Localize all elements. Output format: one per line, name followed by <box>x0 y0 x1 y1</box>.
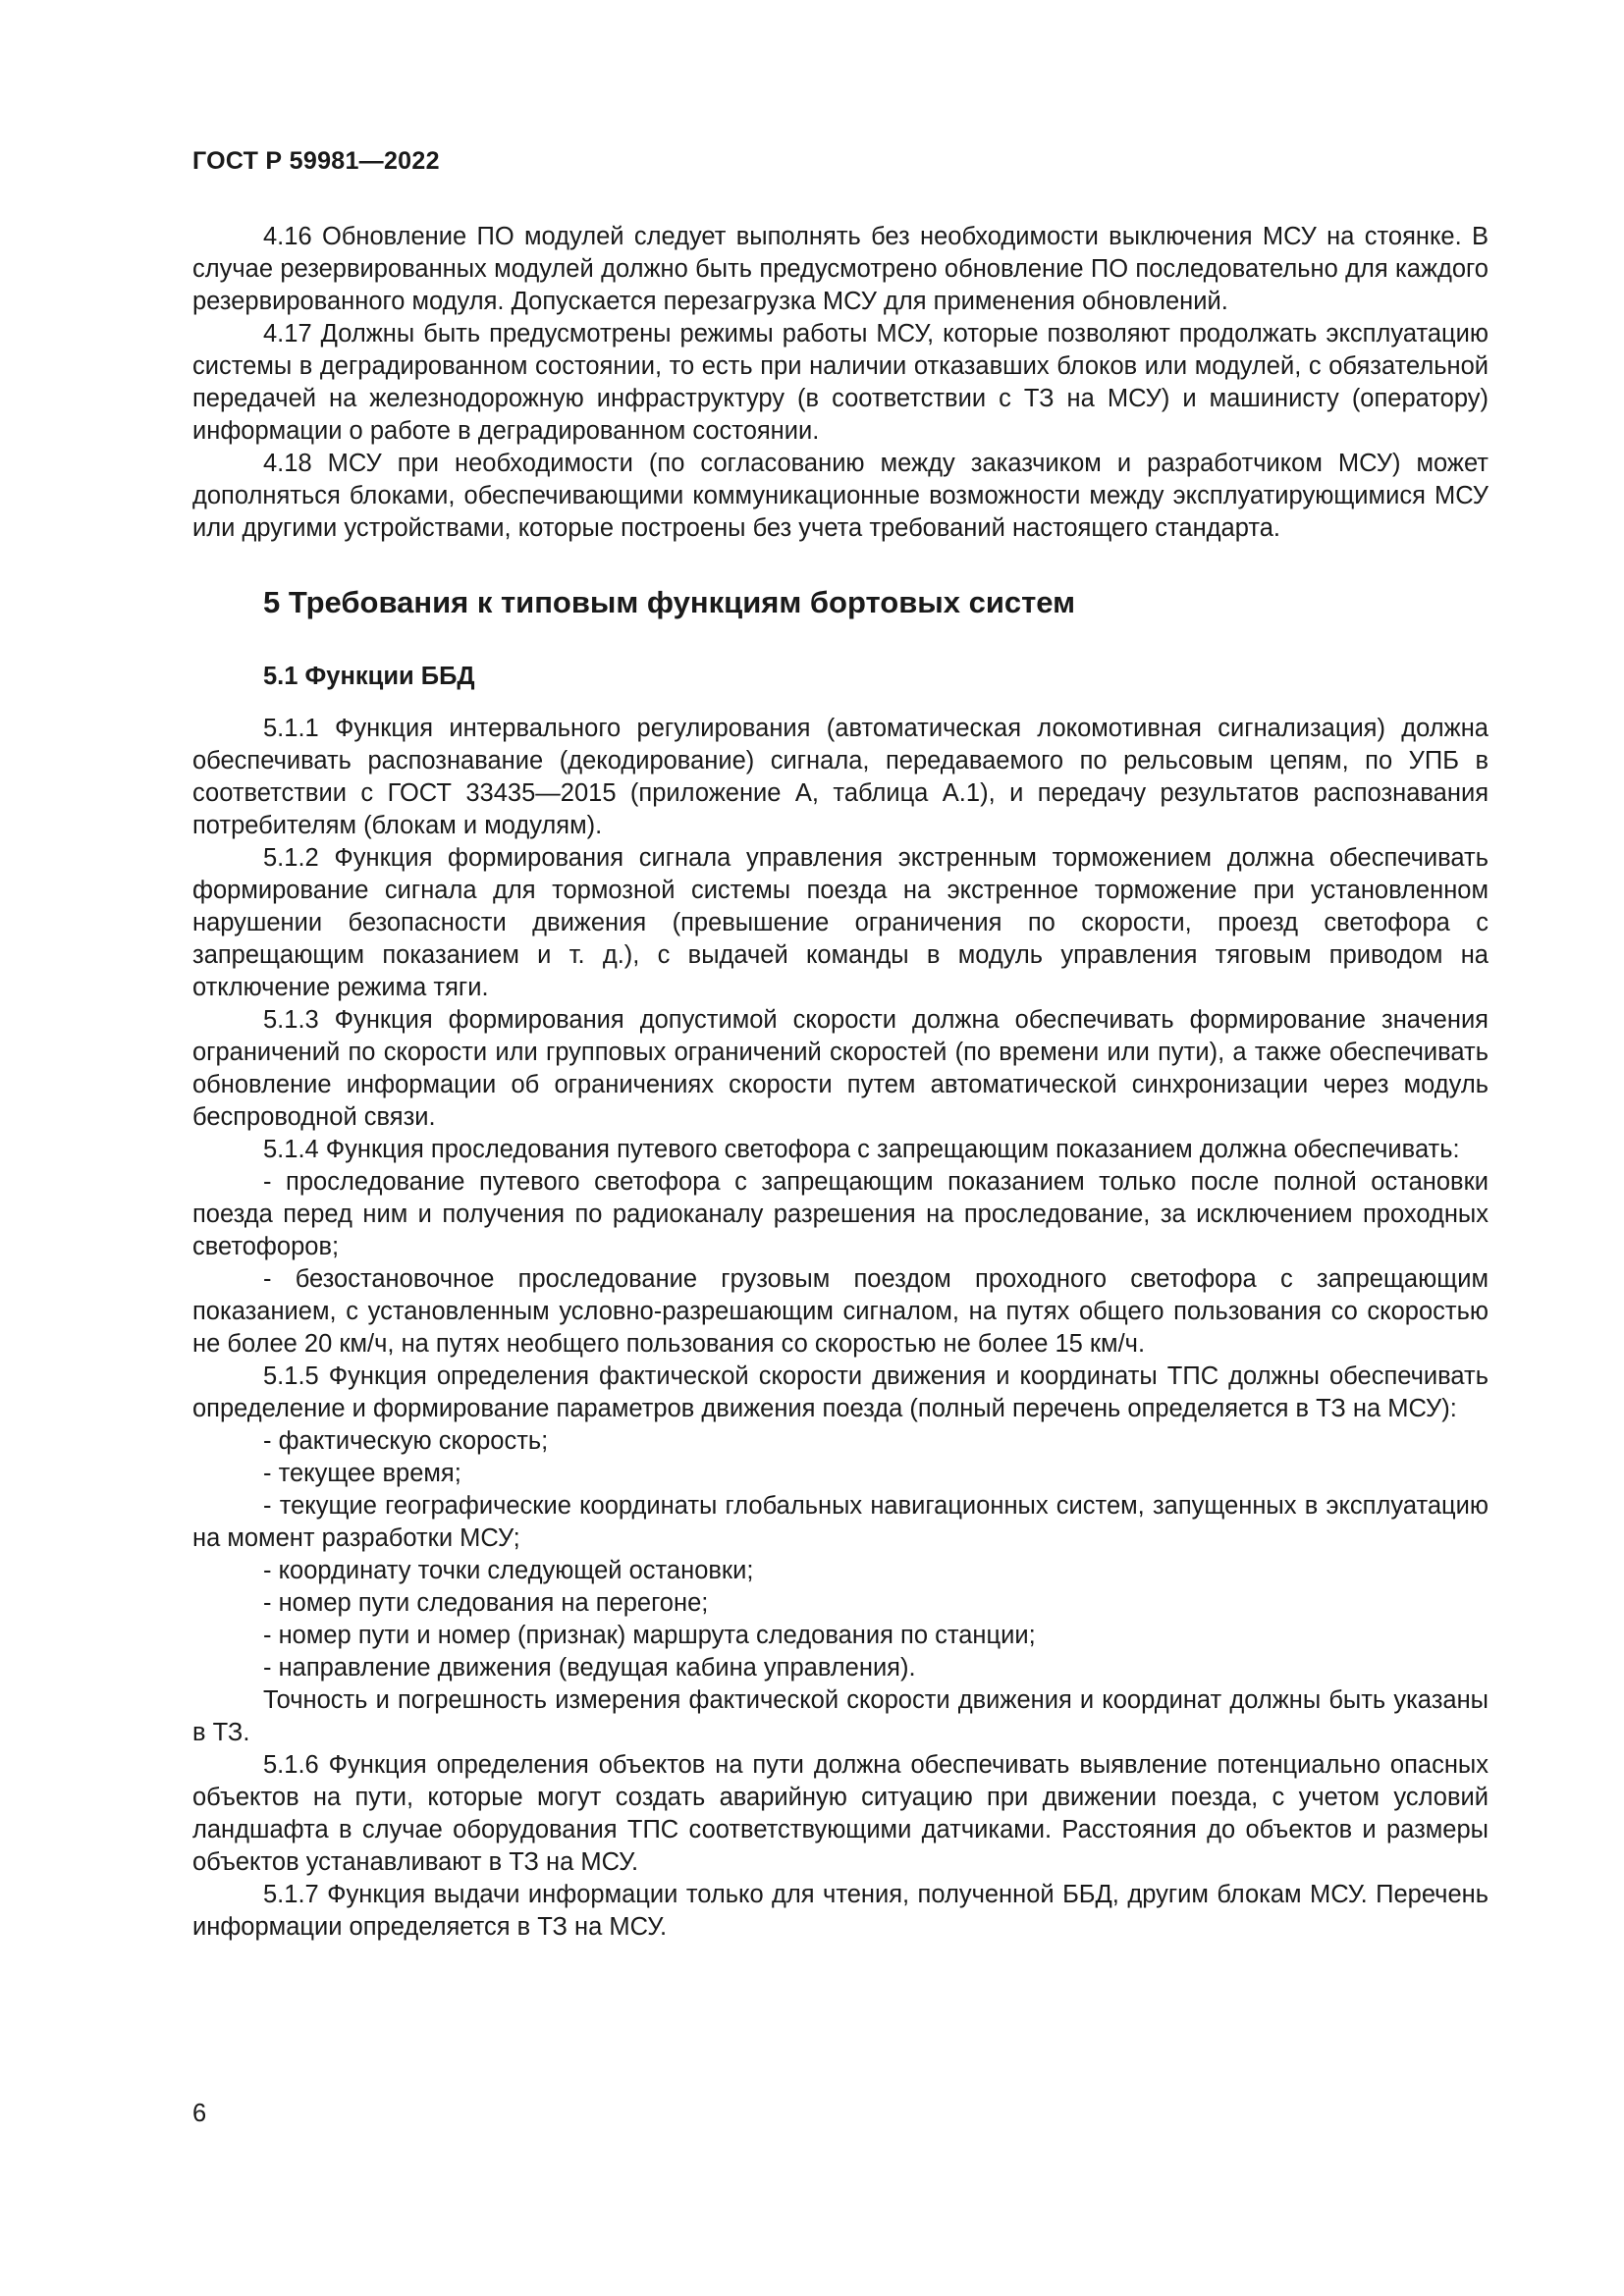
paragraph-5-1-1: 5.1.1 Функция интервального регулирования (автоматическая локомотивная сигнализация) должна обеспечивать распознавание (декодирование) сигнала, передаваемого по рельсовым цепям, по УПБ в соответствии с ГОСТ 33435—2015 (приложение А, таблица А.1), и передачу результатов распознавания потребителям (блокам и модулям). <box>192 715 1489 839</box>
paragraph-5-1-4: 5.1.4 Функция проследования путевого светофора с запрещающим показанием должна обеспечивать: <box>263 1136 1460 1163</box>
subsection-5-1-heading: 5.1 Функции ББД <box>263 663 475 690</box>
list-item: - номер пути следования на перегоне; <box>263 1589 709 1617</box>
list-item: - текущие географические координаты глобальных навигационных систем, запущенных в эксплуатацию на момент разработки МСУ; <box>192 1492 1489 1552</box>
page-number: 6 <box>192 2100 207 2127</box>
list-item: - проследование путевого светофора с запрещающим показанием только после полной остановки поезда перед ним и получения по радиоканалу разрешения на проследование, за исключением проходных светофоров; <box>192 1168 1489 1260</box>
document-header: ГОСТ Р 59981—2022 <box>192 147 440 175</box>
paragraph-5-1-2: 5.1.2 Функция формирования сигнала управления экстренным торможением должна обеспечивать формирование сигнала для тормозной системы поезда на экстренное торможение при установленном нарушении безопасности движения (превышение ограничения по скорости, проезд светофора с запрещающим показанием и т. д.), с выдачей команды в модуль управления тяговым приводом на отключение режима тяги. <box>192 844 1489 1001</box>
paragraph-4-17: 4.17 Должны быть предусмотрены режимы работы МСУ, которые позволяют продолжать эксплуатацию системы в деградированном состоянии, то есть при наличии отказавших блоков или модулей, с обязательной передачей на железнодорожную инфраструктуру (в соответствии с ТЗ на МСУ) и машинисту (оператору) информации о работе в деградированном состоянии. <box>192 320 1489 445</box>
paragraph-5-1-7: 5.1.7 Функция выдачи информации только для чтения, полученной ББД, другим блокам МСУ. Перечень информации определяется в ТЗ на МСУ. <box>192 1881 1489 1941</box>
list-item: - направление движения (ведущая кабина управления). <box>263 1654 916 1682</box>
list-item: - фактическую скорость; <box>263 1427 549 1455</box>
list-item: - текущее время; <box>263 1460 461 1487</box>
paragraph-5-1-6: 5.1.6 Функция определения объектов на пути должна обеспечивать выявление потенциально опасных объектов на пути, которые могут создать аварийную ситуацию при движении поезда, с учетом условий ландшафта в случае оборудования ТПС соответствующими датчиками. Расстояния до объектов и размеры объектов устанавливают в ТЗ на МСУ. <box>192 1751 1489 1876</box>
paragraph-5-1-5-note: Точность и погрешность измерения фактической скорости движения и координат должны быть указаны в ТЗ. <box>192 1686 1489 1746</box>
list-item: - номер пути и номер (признак) маршрута следования по станции; <box>263 1622 1036 1649</box>
paragraph-4-16: 4.16 Обновление ПО модулей следует выполнять без необходимости выключения МСУ на стоянке. В случае резервированных модулей должно быть предусмотрено обновление ПО последовательно для каждого резервированного модуля. Допускается перезагрузка МСУ для применения обновлений. <box>192 223 1489 315</box>
list-item: - координату точки следующей остановки; <box>263 1557 754 1584</box>
paragraph-5-1-5: 5.1.5 Функция определения фактической скорости движения и координаты ТПС должны обеспечивать определение и формирование параметров движения поезда (полный перечень определяется в ТЗ на МСУ): <box>192 1362 1489 1422</box>
paragraph-5-1-3: 5.1.3 Функция формирования допустимой скорости должна обеспечивать формирование значения ограничений по скорости или групповых ограничений скоростей (по времени или пути), а также обеспечивать обновление информации об ограничениях скорости путем автоматической синхронизации через модуль беспроводной связи. <box>192 1006 1489 1131</box>
paragraph-4-18: 4.18 МСУ при необходимости (по согласованию между заказчиком и разработчиком МСУ) может дополняться блоками, обеспечивающими коммуникационные возможности между эксплуатирующимися МСУ или другими устройствами, которые построены без учета требований настоящего стандарта. <box>192 450 1489 542</box>
list-item: - безостановочное проследование грузовым поездом проходного светофора с запрещающим показанием, с установленным условно-разрешающим сигналом, на путях общего пользования со скоростью не более 20 км/ч, на путях необщего пользования со скоростью не более 15 км/ч. <box>192 1265 1489 1358</box>
page-content <box>192 221 1489 1944</box>
section-5-heading: 5 Требования к типовым функциям бортовых систем <box>263 585 1076 619</box>
